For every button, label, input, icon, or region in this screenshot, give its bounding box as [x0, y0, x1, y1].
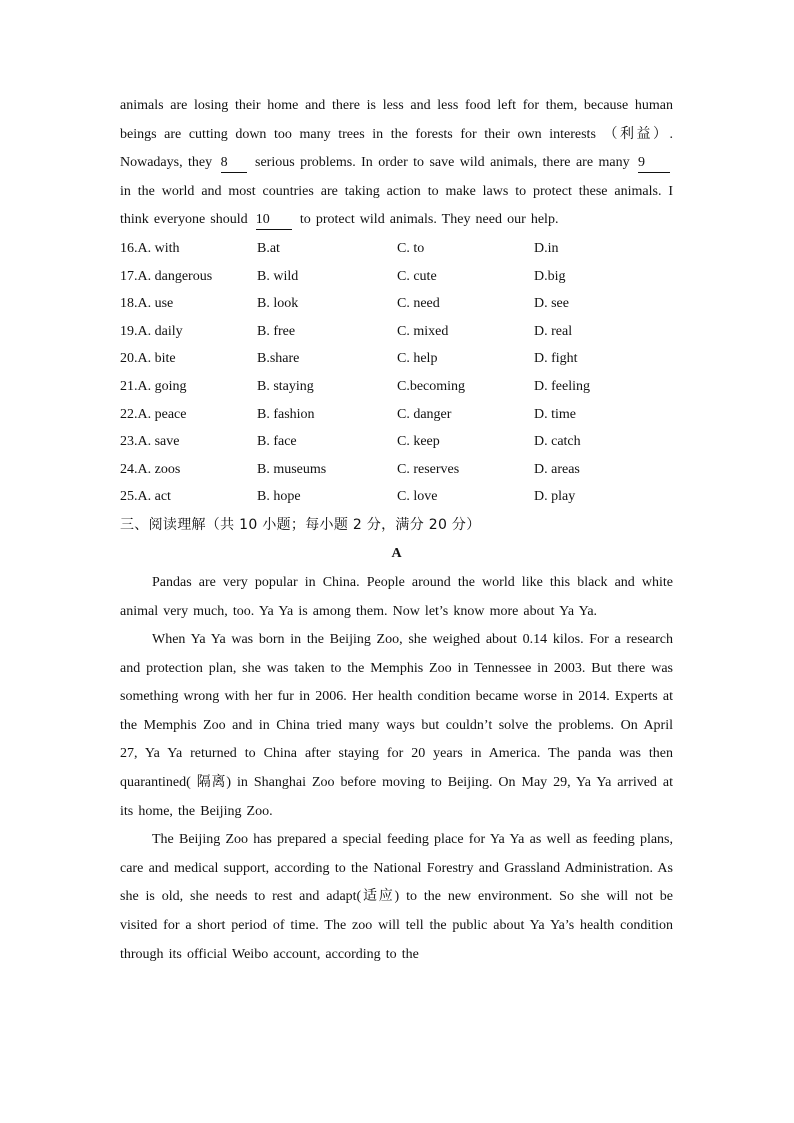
- option-row-25: [120, 483, 673, 511]
- answer-options: [120, 235, 673, 511]
- option-c: C. reserves: [397, 461, 460, 477]
- document-page: [120, 92, 673, 969]
- passage-paragraph-2: When Ya Ya was born in the Beijing Zoo, she weighed about 0.14 kilos. For a research and protection plan, she was taken to the Memphis Zoo in Tennessee in 2003. But there was something wrong with her fur in 2006. Her health condition became worse in 2014. Experts at the Memphis Zoo and in China tried many ways but couldn’t solve the problems. On April 27, Ya Ya returned to China after staying for 20 years in America. The panda was then quarantined( 隔离) in Shanghai Zoo before moving to Beijing. On May 29, Ya Ya arrived at its home, the Beijing Zoo.: [120, 632, 673, 819]
- option-row-22: [120, 401, 673, 429]
- option-b: B. look: [257, 296, 299, 312]
- option-c: C.becoming: [397, 378, 466, 394]
- option-row-20: [120, 345, 673, 373]
- cloze-text-2: serious problems. In order to save wild animals, there are many: [255, 155, 630, 171]
- option-row-16: [120, 235, 673, 263]
- option-a: 23.A. save: [120, 434, 180, 450]
- option-row-19: [120, 318, 673, 346]
- option-b: B. museums: [257, 461, 327, 477]
- option-row-17: [120, 263, 673, 291]
- option-d: D.big: [534, 268, 566, 284]
- option-b: B. free: [257, 323, 296, 339]
- option-a: 17.A. dangerous: [120, 268, 213, 284]
- option-a: 24.A. zoos: [120, 461, 181, 477]
- option-b: B. wild: [257, 268, 299, 284]
- option-d: D. fight: [534, 351, 578, 367]
- option-c: C. need: [397, 296, 440, 312]
- option-d: D. feeling: [534, 378, 590, 394]
- option-c: C. help: [397, 351, 438, 367]
- passage-paragraph-3: The Beijing Zoo has prepared a special feeding place for Ya Ya as well as feeding plans, care and medical support, according to the National Forestry and Grassland Administration. As she is old, she needs to rest and adapt(适应) to the new environment. So she will not be visited for a short period of time. The zoo will tell the public about Ya Ya’s health condition through its official Weibo account, according to the: [120, 832, 673, 962]
- option-row-23: [120, 428, 673, 456]
- option-a: 21.A. going: [120, 378, 187, 394]
- option-a: 25.A. act: [120, 489, 171, 505]
- option-d: D. time: [534, 406, 576, 422]
- option-c: C. cute: [397, 268, 437, 284]
- option-d: D.in: [534, 240, 559, 256]
- option-b: B.at: [257, 240, 280, 256]
- cloze-passage-end: [120, 92, 673, 235]
- option-b: B. staying: [257, 378, 314, 394]
- option-c: C. love: [397, 489, 438, 505]
- option-d: D. real: [534, 323, 573, 339]
- cloze-text-4: to protect wild animals. They need our help.: [299, 212, 559, 228]
- cloze-text-1: animals are losing their home and there is less and less food left for them, because human beings are cutting down too many trees in the forests for their own interests （利益）. Nowadays, they: [120, 98, 673, 171]
- passage-paragraph-1: Pandas are very popular in China. People around the world like this black and white animal very much, too. Ya Ya is among them. Now let’s know more about Ya Ya.: [120, 574, 673, 619]
- option-d: D. catch: [534, 434, 581, 450]
- option-b: B.share: [257, 351, 300, 367]
- option-a: 16.A. with: [120, 240, 180, 256]
- section-heading-reading: 三、阅读理解（共 10 小题；每小题 2 分，满分 20 分）: [120, 516, 481, 533]
- option-d: D. areas: [534, 461, 580, 477]
- option-a: 19.A. daily: [120, 323, 183, 339]
- option-d: D. see: [534, 296, 569, 312]
- option-a: 22.A. peace: [120, 406, 187, 422]
- option-b: B. fashion: [257, 406, 315, 422]
- option-b: B. face: [257, 434, 297, 450]
- blank-9: 9: [638, 154, 670, 173]
- option-b: B. hope: [257, 489, 301, 505]
- option-a: 18.A. use: [120, 296, 174, 312]
- option-d: D. play: [534, 489, 576, 505]
- option-c: C. danger: [397, 406, 452, 422]
- option-a: 20.A. bite: [120, 351, 176, 367]
- passage-label: A: [391, 545, 402, 561]
- cloze-text-3: in the world and most countries are taking action to make laws to protect these animals. I think everyone should: [120, 183, 673, 228]
- option-row-21: [120, 373, 673, 401]
- option-row-18: [120, 290, 673, 318]
- blank-10: 10: [256, 211, 292, 230]
- option-c: C. to: [397, 240, 425, 256]
- blank-8: 8: [221, 154, 247, 173]
- option-row-24: [120, 456, 673, 484]
- option-c: C. mixed: [397, 323, 449, 339]
- option-c: C. keep: [397, 434, 440, 450]
